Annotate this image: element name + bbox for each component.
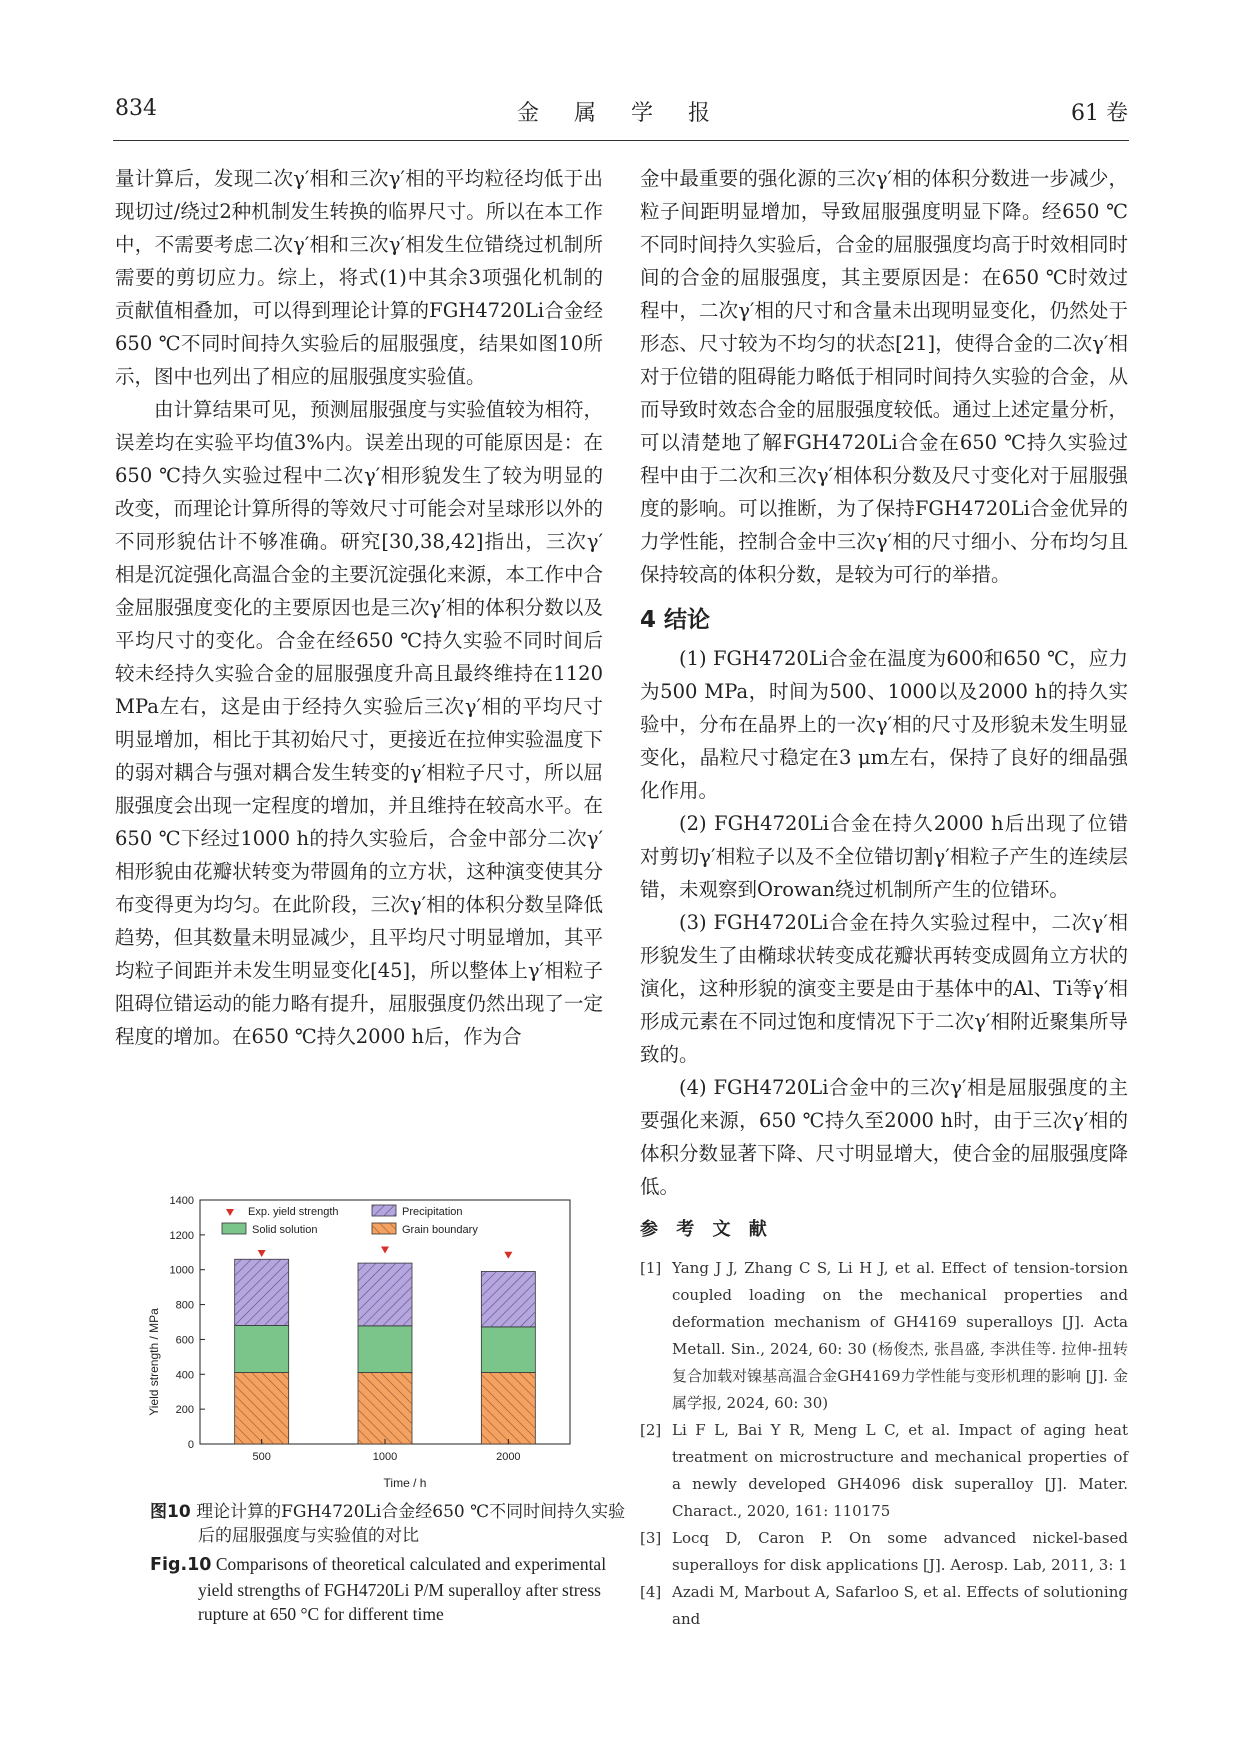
y-tick-label: 400 xyxy=(175,1369,194,1382)
reference-number: [3] xyxy=(640,1529,662,1547)
figure-caption-cn-text: 理论计算的FGH4720Li合金经650 ℃不同时间持久实验后的屈服强度与实验值的对比 xyxy=(196,1502,626,1546)
bar-segment-hatch xyxy=(235,1373,289,1444)
y-tick-label: 200 xyxy=(175,1404,194,1417)
reference-number: [4] xyxy=(640,1583,662,1601)
reference-text: Azadi M, Marbout A, Safarloo S, et al. Effects of solutioning and xyxy=(672,1583,1128,1628)
bar-segment-hatch xyxy=(235,1259,289,1325)
x-tick-label: 500 xyxy=(252,1451,271,1463)
y-tick-label: 1400 xyxy=(169,1195,194,1207)
figure-label-cn: 图10 xyxy=(150,1502,191,1522)
stacked-bar-chart xyxy=(140,1182,600,1492)
section-title-conclusion: 4 结论 xyxy=(640,607,711,633)
legend-marker xyxy=(226,1209,234,1216)
figure-label-en: Fig.10 xyxy=(150,1555,212,1575)
y-tick-label: 0 xyxy=(187,1439,194,1451)
figure-caption-en xyxy=(150,1552,628,1627)
left-paragraph-1: 量计算后，发现二次γ′相和三次γ′相的平均粒径均低于出现切过/绕过2种机制发生转换的临界尺寸。所以在本工作中，不需要考虑二次γ′相和三次γ′相发生位错绕过机制所需要的剪切应力。综上，将式(1)中其余3项强化机制的贡献值相叠加，可以得到理论计算的FGH4720Li合金经650 ℃不同时间持久实验后的屈服强度，结果如图10所示，图中也列出了相应的屈服强度实验值。 xyxy=(115,167,603,388)
left-column xyxy=(115,162,603,1053)
legend-label: Grain boundary xyxy=(402,1224,478,1236)
figure-10-chart xyxy=(140,1182,600,1492)
bar-segment xyxy=(358,1326,412,1373)
bar-segment xyxy=(235,1325,289,1372)
page-number: 834 xyxy=(115,96,157,121)
x-axis-label: Time / h xyxy=(383,1476,427,1490)
y-tick-label: 1000 xyxy=(169,1264,194,1277)
legend-label: Solid solution xyxy=(252,1224,318,1236)
figure-caption-cn xyxy=(150,1500,628,1548)
legend-swatch-hatch xyxy=(372,1223,396,1234)
x-tick-label: 2000 xyxy=(496,1451,521,1463)
bar-segment-hatch xyxy=(358,1263,412,1326)
legend-label: Precipitation xyxy=(402,1206,463,1218)
reference-number: [2] xyxy=(640,1421,662,1439)
references-title: 参 考 文 献 xyxy=(640,1219,773,1240)
right-paragraph-1: 金中最重要的强化源的三次γ′相的体积分数进一步减少，粒子间距明显增加，导致屈服强度明显下降。经650 ℃不同时间持久实验后，合金的屈服强度均高于时效相同时间的合金的屈服强度，其主要原因是：在650 ℃时效过程中，二次γ′相的尺寸和含量未出现明显变化，仍然处于形态、尺寸较为不均匀的状态[21]，使得合金的二次γ′相对于位错的阻碍能力略低于相同时间持久实验的合金，从而导致时效态合金的屈服强度较低。通过上述定量分析，可以清楚地了解FGH4720Li合金在650 ℃持久实验过程中由于二次和三次γ′相体积分数及尺寸变化对于屈服强度的影响。可以推断，为了保持FGH4720Li合金优异的力学性能，控制合金中三次γ′相的尺寸细小、分布均匀且保持较高的体积分数，是较为可行的举措。 xyxy=(640,167,1128,586)
reference-number: [1] xyxy=(640,1259,662,1277)
bar-segment-hatch xyxy=(481,1271,535,1326)
conclusion-4: (4) FGH4720Li合金中的三次γ′相是屈服强度的主要强化来源，650 ℃持久至2000 h时，由于三次γ′相的体积分数显著下降、尺寸明显增大，使合金的屈服强度降低。 xyxy=(640,1076,1128,1198)
header-rule xyxy=(113,140,1129,141)
legend-label: Exp. yield strength xyxy=(248,1206,339,1218)
reference-text: Yang J J, Zhang C S, Li H J, et al. Effect of tension-torsion coupled loading on the mechanical properties and deformation mechanism of GH4169 superalloys [J]. Acta Metall. Sin., 2024, 60: 30 (杨俊杰, 张昌盛, 李洪佳等. 拉伸-扭转复合加载对镍基高温合金GH4169力学性能与变形机理的影响 [J]. 金属学报, 2024, 60: 30) xyxy=(672,1259,1128,1412)
conclusion-3: (3) FGH4720Li合金在持久实验过程中，二次γ′相形貌发生了由椭球状转变成花瓣状再转变成圆角立方状的演化，这种形貌的演变主要是由于基体中的Al、Ti等γ′相形成元素在不同过饱和度情况下于二次γ′相附近聚集所导致的。 xyxy=(640,911,1128,1066)
reference-item xyxy=(640,1579,1128,1633)
y-tick-label: 1200 xyxy=(169,1229,194,1242)
right-column xyxy=(640,162,1128,1633)
volume-label: 61 卷 xyxy=(1071,101,1128,126)
left-paragraph-2: 由计算结果可见，预测屈服强度与实验值较为相符，误差均在实验平均值3%内。误差出现的可能原因是：在650 ℃持久实验过程中二次γ′相形貌发生了较为明显的改变，而理论计算所得的等效尺寸可能会对呈球形以外的不同形貌估计不够准确。研究[30,38,42]指出，三次γ′相是沉淀强化高温合金的主要沉淀强化来源，本工作中合金屈服强度变化的主要原因也是三次γ′相的体积分数以及平均尺寸的变化。合金在经650 ℃持久实验不同时间后较未经持久实验合金的屈服强度升高且最终维持在1120 MPa左右，这是由于经持久实验后三次γ′相的平均尺寸明显增加，相比于其初始尺寸，更接近在拉伸实验温度下的弱对耦合与强对耦合发生转变的γ′相粒子尺寸，所以屈服强度会出现一定程度的增加，并且维持在较高水平。在650 ℃下经过1000 h的持久实验后，合金中部分二次γ′相形貌由花瓣状转变为带圆角的立方状，这种演变使其分布变得更为均匀。在此阶段，三次γ′相的体积分数呈降低趋势，但其数量未明显减少，且平均尺寸明显增加，其平均粒子间距并未发生明显变化[45]，所以整体上γ′相粒子阻碍位错运动的能力略有提升，屈服强度仍然出现了一定程度的增加。在650 ℃持久2000 h后，作为合 xyxy=(115,398,603,1048)
y-tick-label: 800 xyxy=(175,1299,194,1312)
reference-text: Locq D, Caron P. On some advanced nickel-based superalloys for disk applications [J]. Aerosp. Lab, 2011, 3: 1 xyxy=(672,1529,1128,1574)
reference-text: Li F L, Bai Y R, Meng L C, et al. Impact of aging heat treatment on microstructure and mechanical properties of a newly developed GH4096 disk superalloy [J]. Mater. Charact., 2020, 161: 110175 xyxy=(672,1421,1128,1520)
journal-title: 金 属 学 报 xyxy=(517,101,724,126)
experimental-marker xyxy=(258,1250,266,1257)
legend-swatch-hatch xyxy=(372,1205,396,1216)
bar-segment xyxy=(481,1327,535,1373)
reference-item xyxy=(640,1255,1128,1417)
conclusion-1: (1) FGH4720Li合金在温度为600和650 ℃，应力为500 MPa，时间为500、1000以及2000 h的持久实验中，分布在晶界上的一次γ′相的尺寸及形貌未发生明显变化，晶粒尺寸稳定在3 μm左右，保持了良好的细晶强化作用。 xyxy=(640,647,1128,802)
figure-caption-en-text: Comparisons of theoretical calculated and experimental yield strengths of FGH4720Li P/M superalloy after stress rupture at 650 °C for different time xyxy=(198,1554,607,1624)
experimental-marker xyxy=(504,1252,512,1259)
conclusion-2: (2) FGH4720Li合金在持久2000 h后出现了位错对剪切γ′相粒子以及不全位错切割γ′相粒子产生的连续层错，未观察到Orowan绕过机制所产生的位错环。 xyxy=(640,812,1128,901)
x-tick-label: 1000 xyxy=(372,1451,398,1463)
bar-segment-hatch xyxy=(481,1373,535,1444)
experimental-marker xyxy=(381,1247,389,1254)
bar-segment-hatch xyxy=(358,1373,412,1444)
reference-item xyxy=(640,1525,1128,1579)
reference-item xyxy=(640,1417,1128,1525)
y-axis-label: Yield strength / MPa xyxy=(147,1308,161,1416)
y-tick-label: 600 xyxy=(175,1334,194,1347)
legend-swatch xyxy=(222,1223,246,1234)
